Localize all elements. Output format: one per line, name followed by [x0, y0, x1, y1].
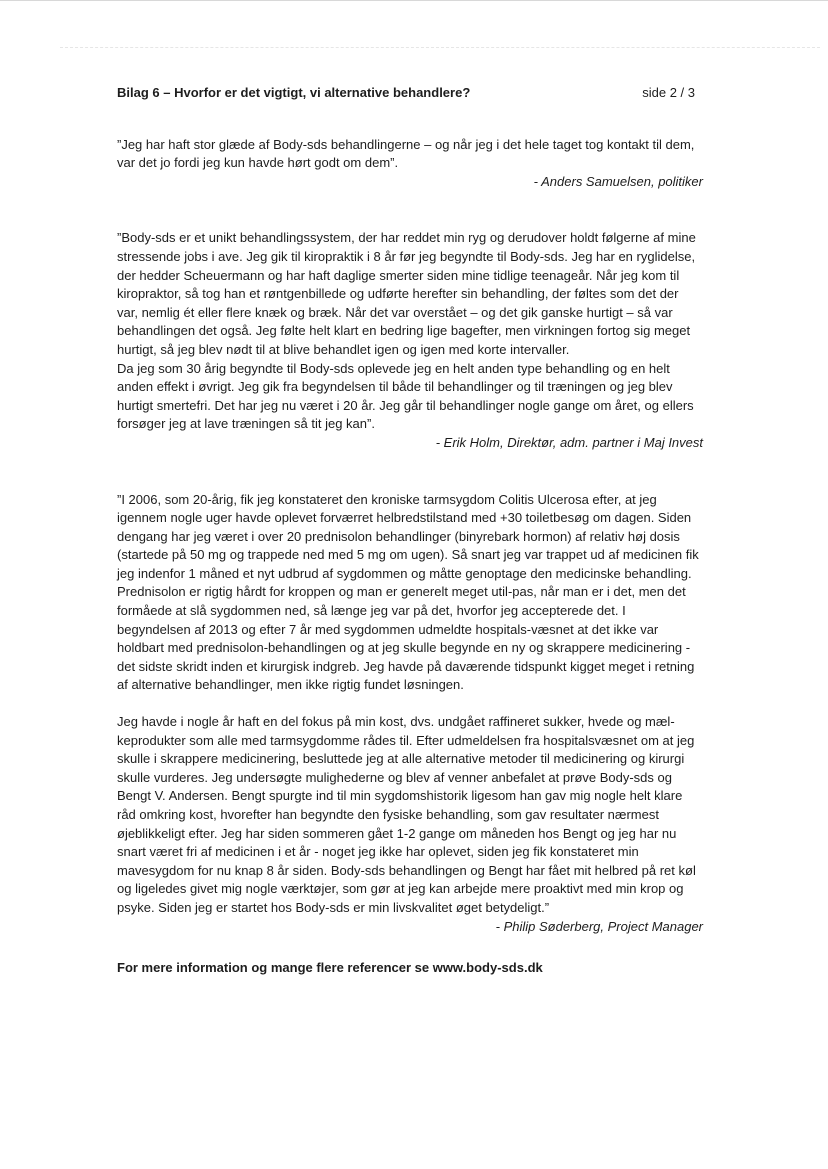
footer-reference: For mere information og mange flere referencer se www.body-sds.dk: [117, 960, 543, 976]
testimonial-paragraph: ”Body-sds er et unikt behandlingssystem, der har reddet min ryg og derudover holdt følgerne af mine stressende jobs i ave. Jeg gik til kiropraktik i 8 år før jeg begyndte til Body-sds. Jeg har en ryglidelse, der hedder Scheuermann og har haft daglige smerter siden mine tidlige teenageår. Når jeg kom til kiropraktor, så tog han et røntgenbillede og udførte herefter sin behandling, der føltes som det der var, nemlig ét eller flere knæk og bræk. Når det var overstået – og det gik ganske hurtigt – så var behandlingen det også. Jeg følte helt klart en bedring lige bagefter, men virkningen fortog sig meget hurtigt, så jeg blev nødt til at blive behandlet igen og igen med korte intervaller.: [117, 230, 696, 357]
testimonial-paragraph: ”I 2006, som 20-årig, fik jeg konstateret den kroniske tarmsygdom Colitis Ulcerosa efter, at jeg igennem nogle uger havde oplevet forværret helbredstilstand med +30 toiletbesøg om dagen. Siden dengang har jeg været i over 20 prednisolon behandlinger (binyrebark hormon) af relativ høj dosis (startede på 50 mg og trappede ned med 5 mg om ugen). Så snart jeg var trappet ud af medicinen fik jeg indenfor 1 måned et nyt udbrud af sygdommen og måtte genoptage den medicinske behandling. Prednisolon er rigtig hårdt for kroppen og man er generelt meget util-pas, når man er i det, men det formåede at slå sygdommen ned, så længe jeg var på det, hvorfor jeg accepterede det. I begyndelsen af 2013 og efter 7 år med sygdommen udmeldte hospitals-væsnet at det ikke var holdbart med prednisolon-behandlingen og at jeg skulle begynde en ny og skrappere medicinering - det sidste skridt inden et kirurgisk indgreb. Jeg havde på daværende tidspunkt kigget meget i retning af alternative behandlinger, men ikke rigtig fundet løsningen.: [117, 491, 699, 693]
page-number: side 2 / 3: [642, 85, 695, 100]
testimonial-paragraph: Da jeg som 30 årig begyndte til Body-sds oplevede jeg en helt anden type behandling og en helt anden effekt i øvrigt. Jeg gik fra begyndelsen til både til behandlinger og til træningen og jeg blev hurtigt smertefri. Det har jeg nu været i 20 år. Jeg går til behandlinger nogle gange om året, og ellers forsøger jeg at lave træningen så tit jeg kan”.: [117, 360, 694, 432]
scan-artifact-line: [60, 47, 820, 48]
testimonial-anders-samuelsen: [117, 136, 703, 192]
testimonial-paragraph: Jeg havde i nogle år haft en del fokus på min kost, dvs. undgået raffineret sukker, hvede og mæl-keprodukter som alle med tarmsygdomme rådes til. Efter udmeldelsen fra hospitalsvæsnet om at jeg skulle i skrappere medicinering, besluttede jeg at alle alternative metoder til medicinering og kirurgi skulle vurderes. Jeg undersøgte mulighederne og blev af venner anbefalet at prøve Body-sds og Bengt V. Andersen. Bengt spurgte ind til min sygdomshistorik ligesom han gav mig nogle helt klare råd omkring kost, hvorefter han begyndte den fysiske behandling, som gav resultater nærmest øjeblikkeligt efter. Jeg har siden sommeren gået 1-2 gange om måneden hos Bengt og jeg har nu snart været fri af medicinen i et år - noget jeg ikke har oplevet, siden jeg fik konstateret min mavesygdom for nu knap 8 år siden. Body-sds behandlingen og Bengt har fået mit helbred på ret køl og ligeledes givet mig nogle værktøjer, som gør at jeg kan arbejde mere proaktivt med min krop og psyke. Siden jeg er startet hos Body-sds er min livskvalitet øget betydeligt.”: [117, 714, 696, 915]
testimonial-philip-soderberg: [117, 491, 703, 937]
testimonial-attribution: - Philip Søderberg, Project Manager: [495, 918, 703, 934]
testimonial-attribution: - Anders Samuelsen, politiker: [533, 173, 703, 189]
scan-edge: [0, 0, 828, 17]
document-page: [117, 84, 703, 978]
testimonial-erik-holm: [117, 229, 703, 452]
testimonial-attribution: - Erik Holm, Direktør, adm. partner i Maj Invest: [435, 434, 703, 450]
page-title: Bilag 6 – Hvorfor er det vigtigt, vi alternative behandlere?: [117, 85, 471, 100]
page-header: [117, 84, 703, 103]
testimonial-paragraph: ”Jeg har haft stor glæde af Body-sds behandlingerne – og når jeg i det hele taget tog kontakt til dem, var det jo fordi jeg kun havde hørt godt om dem”.: [117, 136, 695, 171]
